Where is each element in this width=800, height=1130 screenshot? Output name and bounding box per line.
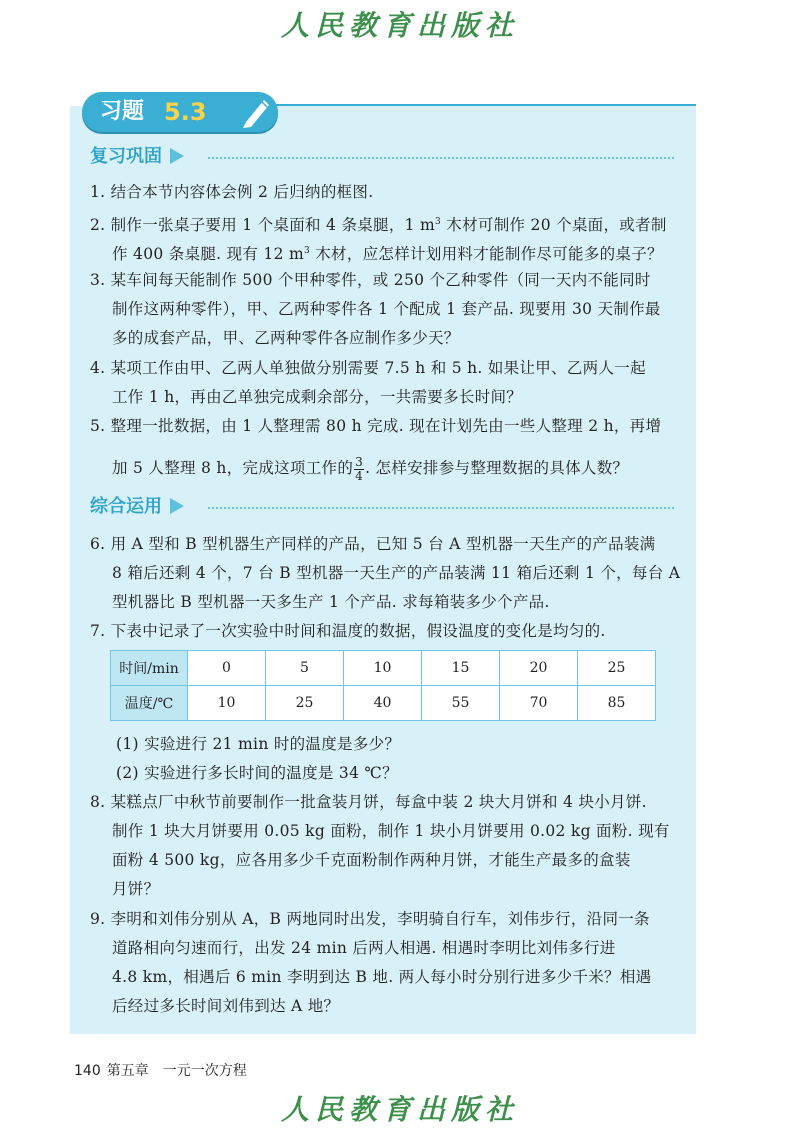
pencil-icon bbox=[238, 94, 274, 128]
table-cell: 10 bbox=[188, 686, 266, 721]
problem-6-line-2: 8 箱后还剩 4 个，7 台 B 型机器一天生产的产品装满 11 箱后还剩 1 个，每台 A bbox=[112, 564, 681, 582]
arrow-right-icon bbox=[170, 148, 184, 164]
publisher-logo-top: 人民教育出版社 bbox=[280, 9, 519, 42]
time-header: 时间/min bbox=[111, 651, 188, 686]
problem-8-line-1: 8. 某糕点厂中秋节前要制作一批盒装月饼，每盒中装 2 块大月饼和 4 块小月饼. bbox=[90, 793, 647, 811]
problem-5-line-2: 加 5 人整理 8 h，完成这项工作的 $\frac{3}{4}$ . 怎样安排参与整理数据的具体人数？ bbox=[112, 454, 629, 483]
arrow-right-icon bbox=[170, 498, 184, 514]
problem-1: 1. 结合本节内容体会例 2 后归纳的框图. bbox=[90, 183, 374, 201]
publisher-logo-bottom: 人民教育出版社 bbox=[280, 1093, 519, 1126]
problem-5-line-1: 5. 整理一批数据，由 1 人整理需 80 h 完成. 现在计划先由一些人整理 2 h，再增 bbox=[90, 417, 662, 435]
problem-6-line-3: 型机器比 B 型机器一天多生产 1 个产品. 求每箱装多少个产品. bbox=[112, 593, 550, 611]
problem-7-question-1: (1) 实验进行 21 min 时的温度是多少？ bbox=[116, 735, 401, 753]
table-cell: 0 bbox=[188, 651, 266, 686]
problem-9-line-1: 9. 李明和刘伟分别从 A，B 两地同时出发，李明骑自行车，刘伟步行，沿同一条 bbox=[90, 910, 650, 928]
exercise-number: 5.3 bbox=[164, 98, 207, 126]
section-review-label: 复习巩固 bbox=[90, 146, 162, 167]
title-underline bbox=[270, 104, 696, 106]
section-comprehensive-label: 综合运用 bbox=[90, 496, 162, 517]
exercise-label: 习题 bbox=[100, 99, 145, 124]
temp-header: 温度/℃ bbox=[111, 686, 188, 721]
table-cell: 15 bbox=[422, 651, 500, 686]
problem-9-line-3: 4.8 km，相遇后 6 min 李明到达 B 地. 两人每小时分别行进多少千米？相遇 bbox=[112, 968, 652, 986]
table-cell: 55 bbox=[422, 686, 500, 721]
problem-2-line-2: 作 400 条桌腿. 现有 12 $m^3$ 木材，应怎样计划用料才能制作尽可能多的桌子？ bbox=[112, 245, 663, 264]
data-table bbox=[110, 650, 656, 721]
section-divider bbox=[208, 507, 674, 509]
problem-8-line-2: 制作 1 块大月饼要用 0.05 kg 面粉，制作 1 块小月饼要用 0.02 kg 面粉. 现有 bbox=[112, 822, 670, 840]
page-number: 140 bbox=[74, 1063, 101, 1079]
problem-9-line-4: 后经过多长时间刘伟到达 A 地？ bbox=[112, 997, 340, 1015]
problem-7: 7. 下表中记录了一次实验中时间和温度的数据，假设温度的变化是均匀的. bbox=[90, 622, 606, 640]
table-cell: 25 bbox=[578, 651, 656, 686]
table-row bbox=[111, 651, 656, 686]
section-divider bbox=[208, 157, 674, 159]
table-cell: 40 bbox=[344, 686, 422, 721]
table-cell: 5 bbox=[266, 651, 344, 686]
chapter-label: 第五章 bbox=[106, 1063, 149, 1079]
problem-3-line-2: 制作这两种零件），甲、乙两种零件各 1 个配成 1 套产品. 现要用 30 天制作最 bbox=[112, 300, 661, 318]
problem-6-line-1: 6. 用 A 型和 B 型机器生产同样的产品，已知 5 台 A 型机器一天生产的产品装满 bbox=[90, 535, 656, 553]
table-cell: 85 bbox=[578, 686, 656, 721]
problem-7-question-2: (2) 实验进行多长时间的温度是 34 ℃？ bbox=[116, 764, 398, 782]
problem-4-line-2: 工作 1 h，再由乙单独完成剩余部分，一共需要多长时间？ bbox=[112, 388, 523, 406]
problem-3-line-1: 3. 某车间每天能制作 500 个甲种零件，或 250 个乙种零件（同一天内不能同时 bbox=[90, 271, 651, 289]
problem-9-line-2: 道路相向匀速而行，出发 24 min 后两人相遇. 相遇时李明比刘伟多行进 bbox=[112, 939, 616, 957]
table-cell: 10 bbox=[344, 651, 422, 686]
problem-8-line-3: 面粉 4 500 kg，应各用多少千克面粉制作两种月饼，才能生产最多的盒装 bbox=[112, 851, 631, 869]
table-cell: 70 bbox=[500, 686, 578, 721]
section-comprehensive bbox=[90, 494, 184, 520]
problem-2-line-1: 2. 制作一张桌子要用 1 个桌面和 4 条桌腿，1 $m^3$ 木材可制作 20 个桌面，或者制 bbox=[90, 216, 667, 235]
problem-8-line-4: 月饼？ bbox=[112, 880, 160, 898]
table-cell: 20 bbox=[500, 651, 578, 686]
table-row bbox=[111, 686, 656, 721]
problem-3-line-3: 多的成套产品，甲、乙两种零件各应制作多少天？ bbox=[112, 329, 460, 347]
section-review bbox=[90, 144, 184, 170]
table-cell: 25 bbox=[266, 686, 344, 721]
page-footer bbox=[74, 1060, 247, 1082]
fraction: $\frac{3}{4}$ bbox=[355, 454, 364, 483]
chapter-title: 一元一次方程 bbox=[162, 1063, 247, 1079]
problem-4-line-1: 4. 某项工作由甲、乙两人单独做分别需要 7.5 h 和 5 h. 如果让甲、乙两人一起 bbox=[90, 359, 646, 377]
